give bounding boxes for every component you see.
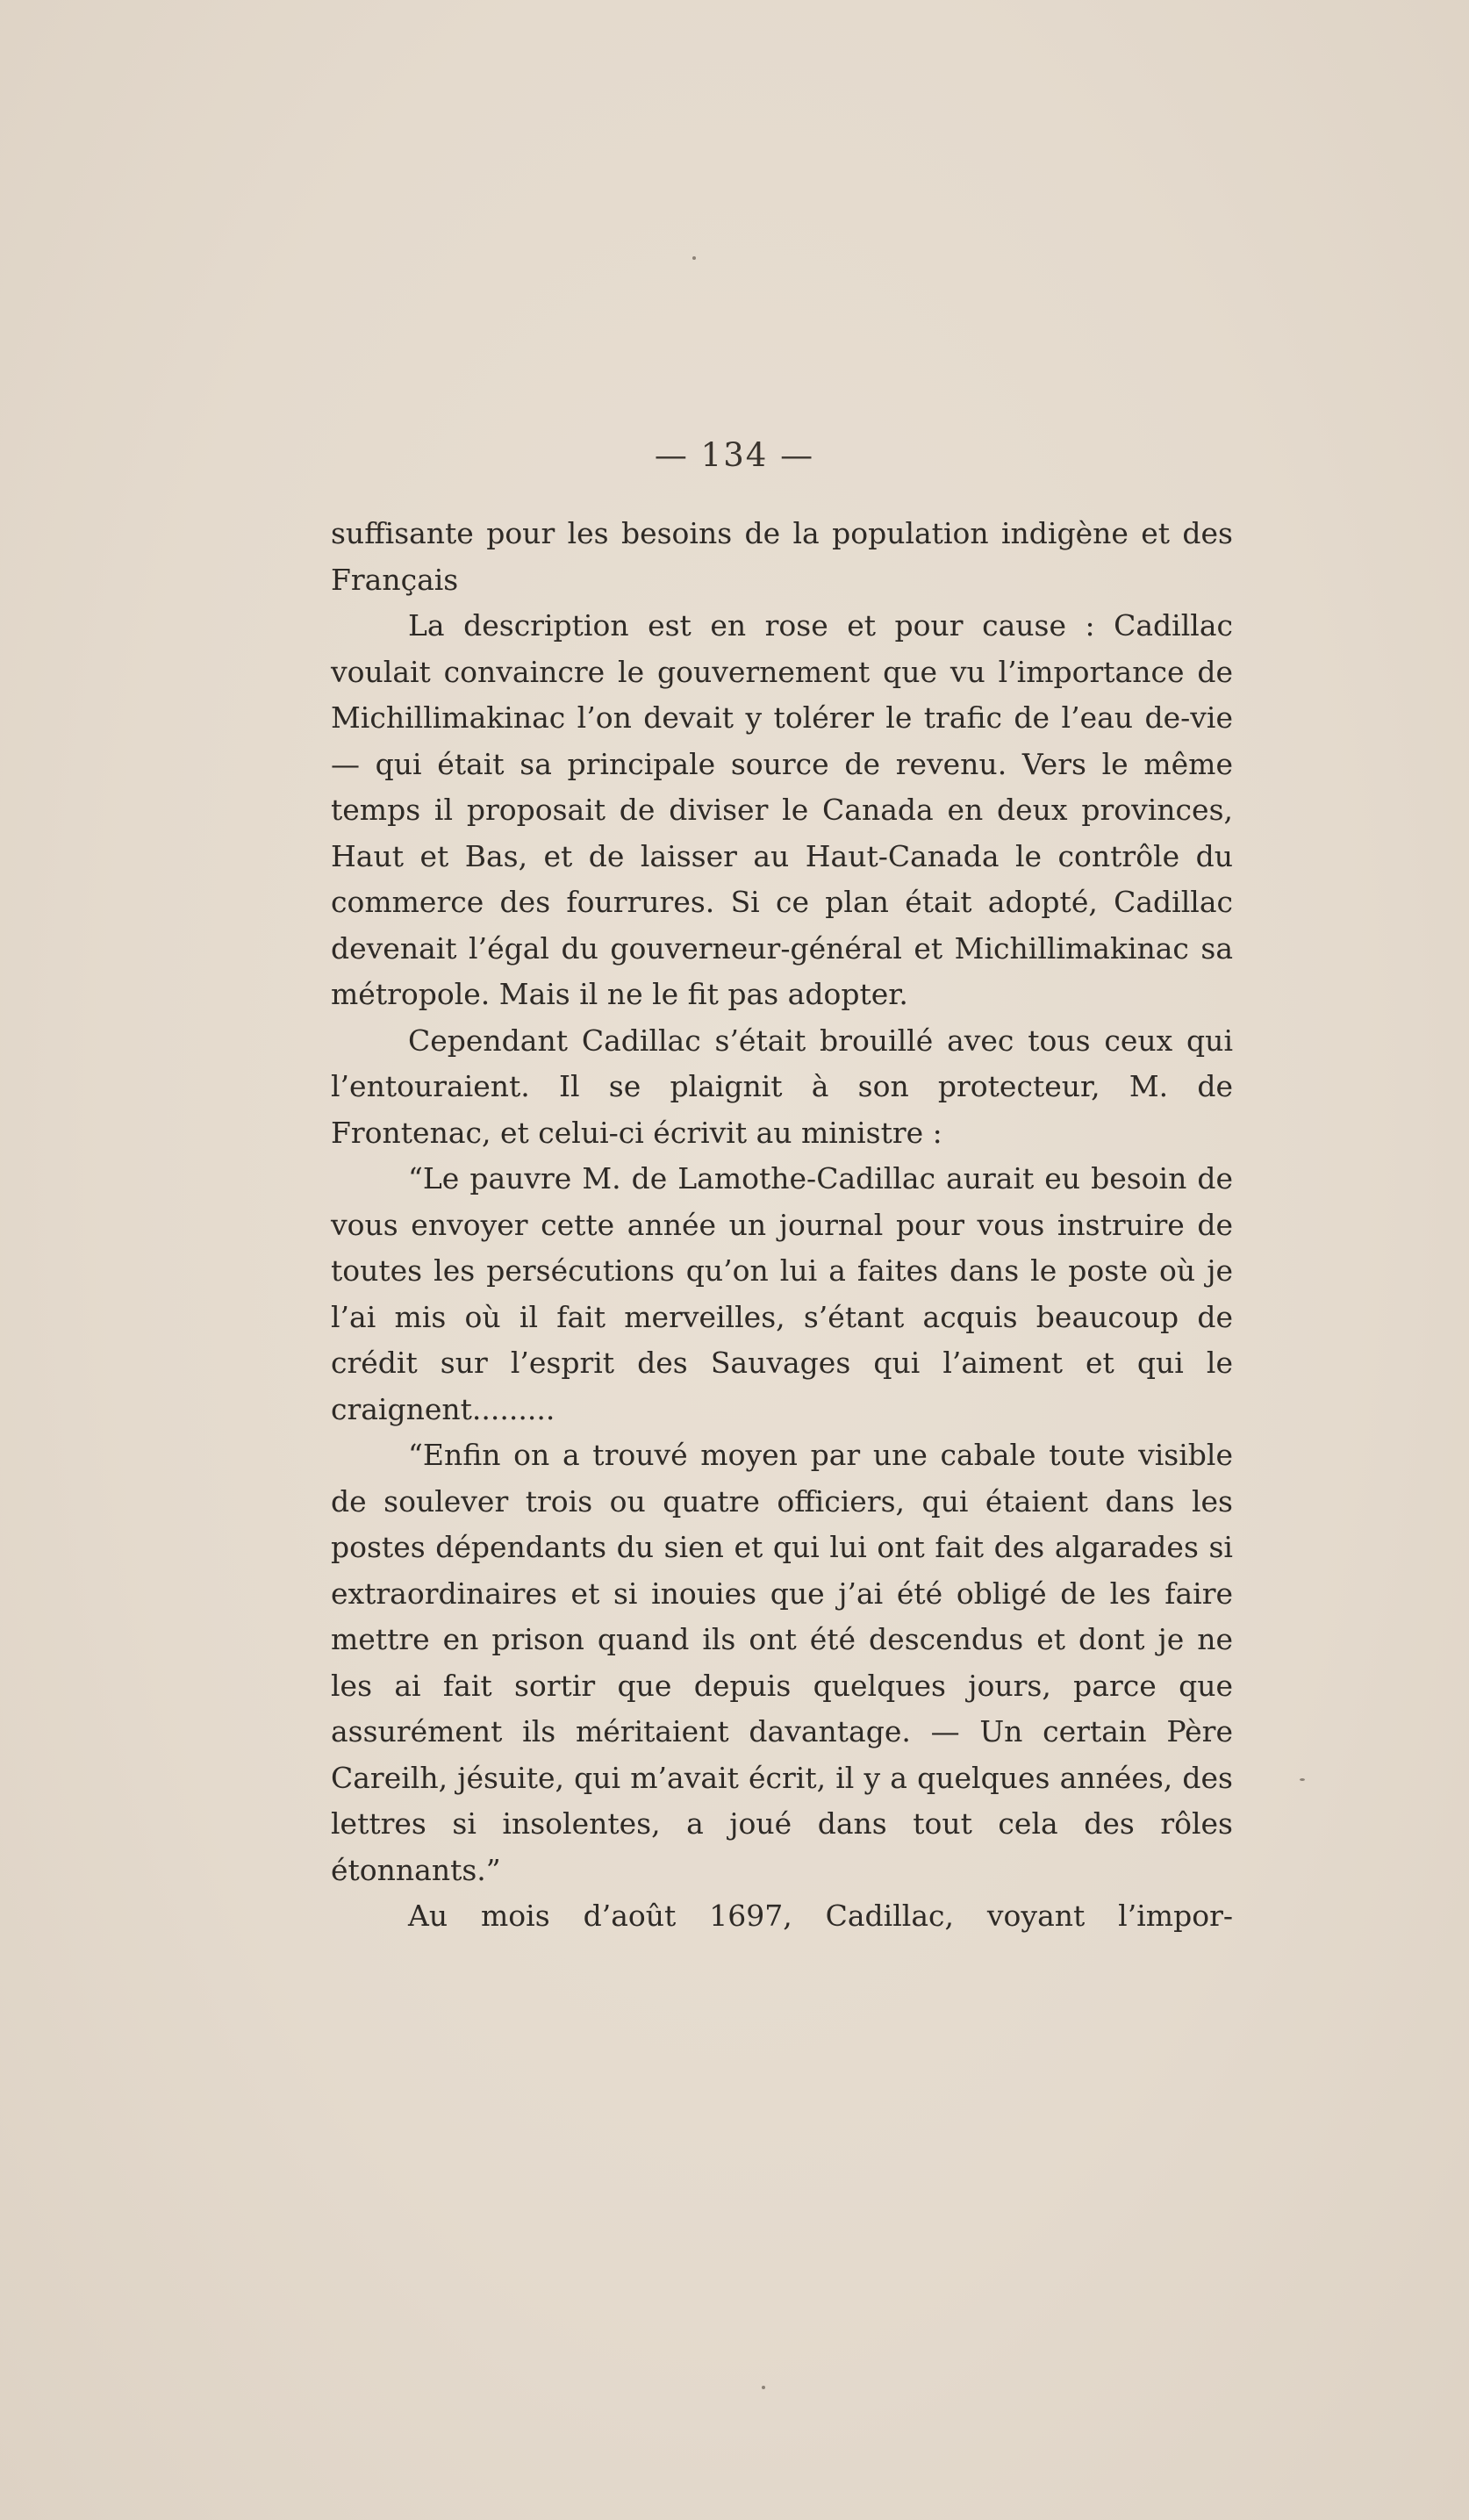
paper-speck bbox=[762, 2386, 765, 2389]
paragraph-2: La description est en rose et pour cause : Cadillac voulait convaincre le gouvernement que vu l’importance de Michillimakinac l’on devait y tolérer le trafic de l’eau de-vie — qui était sa principale source de revenu. Vers le même temps il proposait de diviser le Canada en deux provinces, Haut et Bas, et de laisser au Haut-Canada le contrôle du commerce des fourrures. Si ce plan était adopté, Cadillac devenait l’égal du gouverneur-général et Michillimakinac sa métropole. Mais il ne le fit pas adopter. bbox=[331, 608, 1233, 1011]
paper-speck bbox=[1300, 1778, 1305, 1781]
paragraph-3: Cependant Cadillac s’était brouillé avec tous ceux qui l’entouraient. Il se plaignit à son protecteur, M. de Frontenac, et celui-ci écrivit au ministre : bbox=[331, 1023, 1233, 1150]
paper-speck bbox=[692, 256, 696, 260]
paragraph-5-quote: “Enfin on a trouvé moyen par une cabale toute visible de soulever trois ou quatre officiers, qui étaient dans les postes dépendants du sien et qui lui ont fait des algarades si extraordinaires et si inouies que j’ai été obligé de les faire mettre en prison quand ils ont été descendus et dont je ne les ai fait sortir que depuis quelques jours, parce que assurément ils méritaient davantage. — Un certain Père Careilh, jésuite, qui m’avait écrit, il y a quelques années, des lettres si insolentes, a joué dans tout cela des rôles étonnants.” bbox=[331, 1438, 1233, 1887]
paragraph-1: suffisante pour les besoins de la population indigène et des Français bbox=[331, 516, 1233, 597]
paragraph-4-quote: “Le pauvre M. de Lamothe-Cadillac aurait eu besoin de vous envoyer cette année un journal pour vous instruire de toutes les persécutions qu’on lui a faites dans le poste où je l’ai mis où il fait merveilles, s’étant acquis beaucoup de crédit sur l’esprit des Sauvages qui l’aiment et qui le craignent......... bbox=[331, 1161, 1233, 1426]
body-text bbox=[331, 511, 1233, 1940]
page-number: — 134 — bbox=[654, 436, 815, 474]
paragraph-6: Au mois d’août 1697, Cadillac, voyant l’impor- bbox=[408, 1899, 1233, 1933]
